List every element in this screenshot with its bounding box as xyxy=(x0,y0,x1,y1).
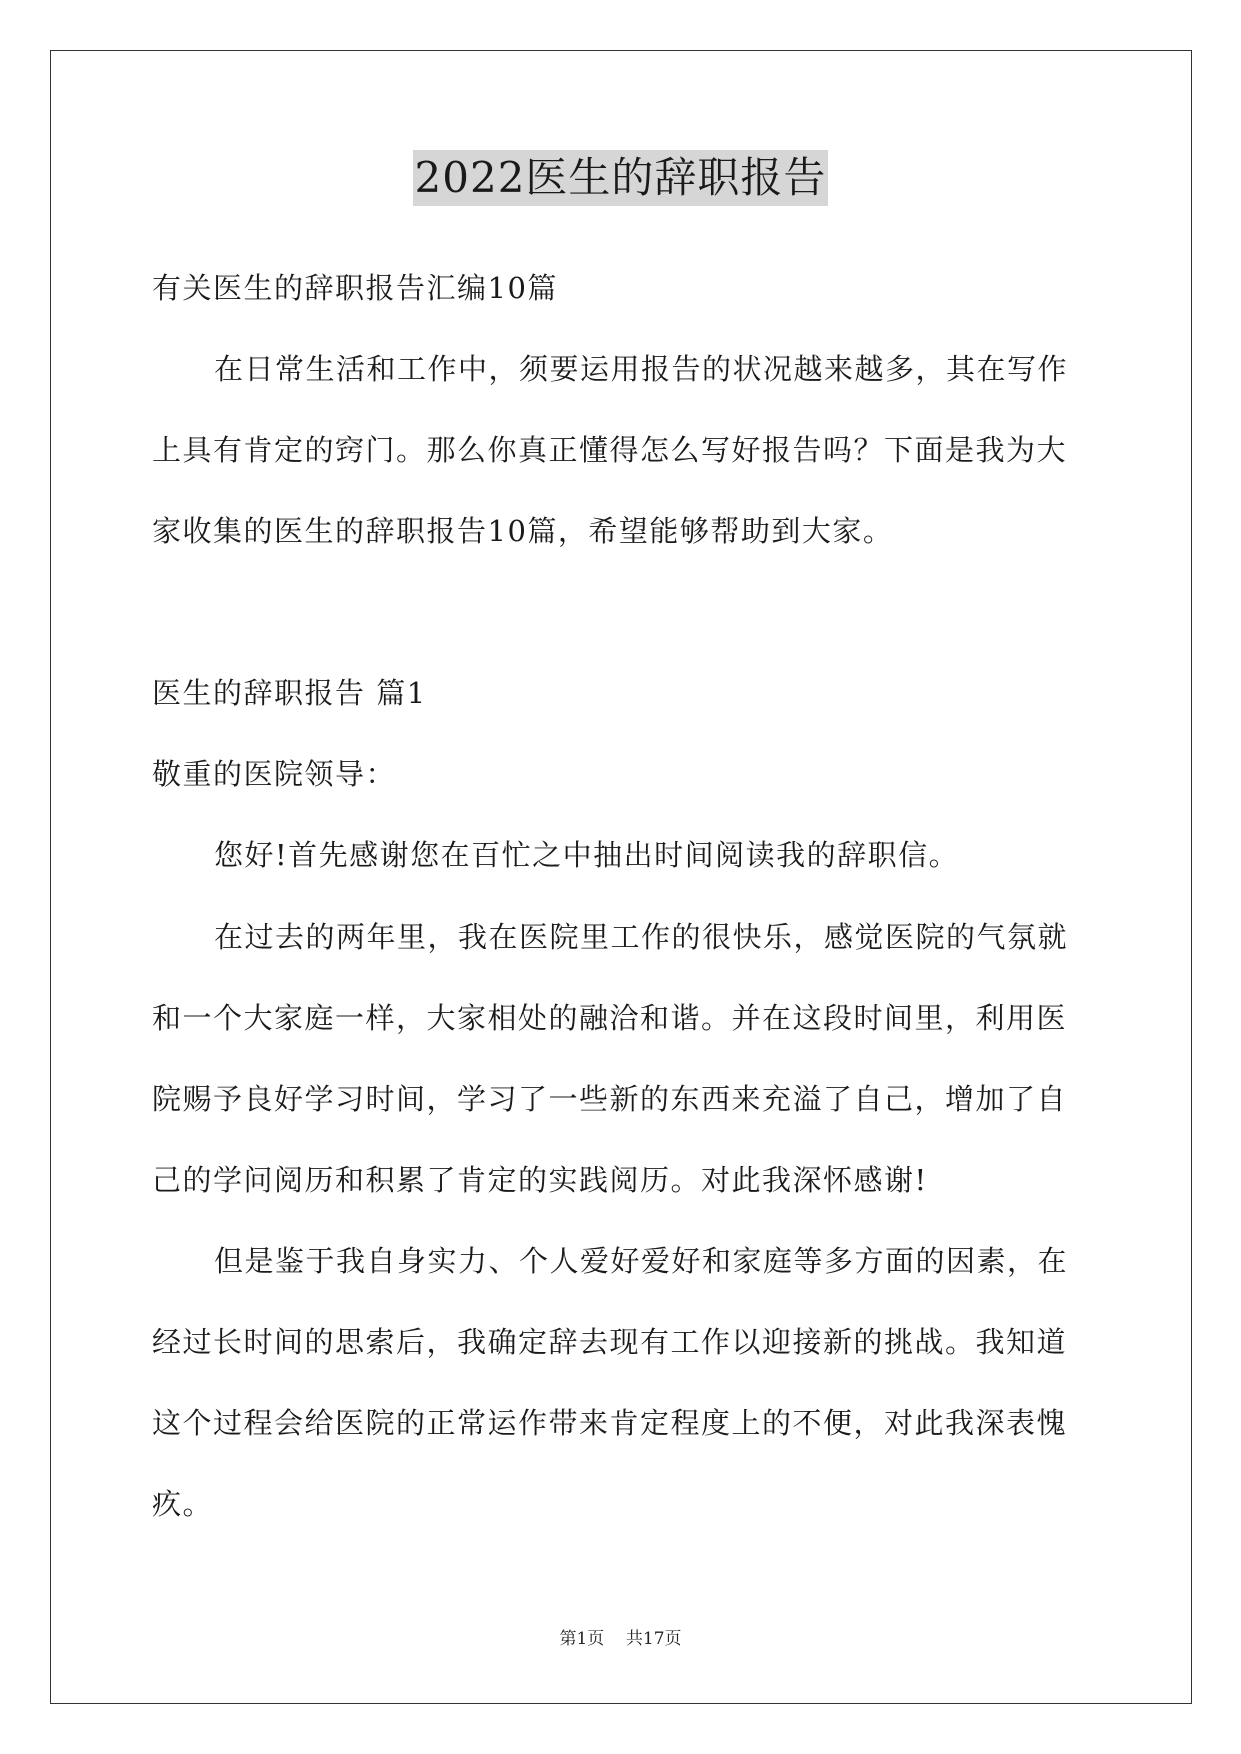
body-line-9: 疚。 xyxy=(152,1487,214,1521)
intro-line-3: 家收集的医生的辞职报告10篇，希望能够帮助到大家。 xyxy=(152,514,894,548)
body-line-1: 您好!首先感谢您在百忙之中抽出时间阅读我的辞职信。 xyxy=(214,838,960,872)
section-heading: 医生的辞职报告 篇1 xyxy=(152,676,427,710)
title-container xyxy=(0,150,1241,206)
body-line-8: 这个过程会给医院的正常运作带来肯定程度上的不便，对此我深表愧 xyxy=(152,1406,1068,1440)
body-line-2: 在过去的两年里，我在医院里工作的很快乐，感觉医院的气氛就 xyxy=(214,920,1069,954)
body-line-7: 经过长时间的思索后，我确定辞去现有工作以迎接新的挑战。我知道 xyxy=(152,1325,1068,1359)
page-number-footer: 第1页 共17页 xyxy=(559,1629,682,1649)
intro-line-2: 上具有肯定的窍门。那么你真正懂得怎么写好报告吗？下面是我为大 xyxy=(152,433,1068,467)
body-line-4: 院赐予良好学习时间，学习了一些新的东西来充溢了自己，增加了自 xyxy=(152,1082,1068,1116)
body-line-3: 和一个大家庭一样，大家相处的融洽和谐。并在这段时间里，利用医 xyxy=(152,1001,1068,1035)
document-subtitle: 有关医生的辞职报告汇编10篇 xyxy=(152,271,558,305)
body-line-6: 但是鉴于我自身实力、个人爱好爱好和家庭等多方面的因素，在 xyxy=(214,1244,1069,1278)
intro-line-1: 在日常生活和工作中，须要运用报告的状况越来越多，其在写作 xyxy=(214,352,1069,386)
body-line-5: 己的学问阅历和积累了肯定的实践阅历。对此我深怀感谢! xyxy=(152,1163,928,1197)
salutation: 敬重的医院领导： xyxy=(152,757,397,791)
document-title: 2022医生的辞职报告 xyxy=(413,150,829,206)
